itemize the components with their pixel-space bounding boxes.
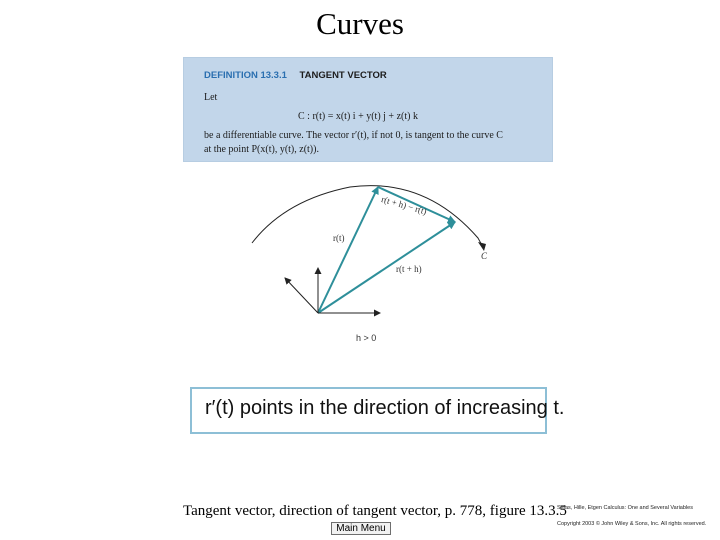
copyright-line-1: Salas, Hille, Etgen Calculus: One and Several Variables bbox=[557, 505, 693, 511]
copyright-line-2: Copyright 2003 © John Wiley & Sons, Inc. All rights reserved. bbox=[557, 521, 707, 527]
label-difference-vector: r(t + h) − r(t) bbox=[380, 194, 428, 217]
slide-title: Curves bbox=[316, 6, 404, 41]
main-menu-button[interactable]: Main Menu bbox=[331, 522, 391, 535]
definition-let: Let bbox=[204, 92, 218, 103]
definition-number: DEFINITION 13.3.1 bbox=[204, 70, 287, 81]
label-curve-c: C bbox=[481, 251, 488, 261]
figure-caption: Tangent vector, direction of tangent vector, p. 778, figure 13.3.5 bbox=[183, 503, 567, 519]
curve-arrowhead bbox=[478, 242, 486, 251]
curve-c bbox=[252, 186, 484, 249]
note-text: r′(t) points in the direction of increasing t. bbox=[205, 397, 565, 419]
definition-box bbox=[183, 57, 553, 162]
tangent-direction-note bbox=[190, 387, 565, 434]
tangent-vector-diagram bbox=[240, 178, 510, 348]
definition-line-1: be a differentiable curve. The vector r′(t), if not 0, is tangent to the curve C bbox=[204, 130, 503, 141]
label-r-t-plus-h: r(t + h) bbox=[396, 264, 422, 274]
definition-line-2: at the point P(x(t), y(t), z(t)). bbox=[204, 144, 319, 155]
label-h-positive: h > 0 bbox=[356, 333, 377, 343]
definition-heading bbox=[204, 70, 387, 81]
axis-x bbox=[285, 278, 318, 313]
definition-equation: C : r(t) = x(t) i + y(t) j + z(t) k bbox=[298, 111, 418, 122]
label-r-t: r(t) bbox=[333, 233, 345, 243]
definition-name: TANGENT VECTOR bbox=[299, 70, 387, 81]
